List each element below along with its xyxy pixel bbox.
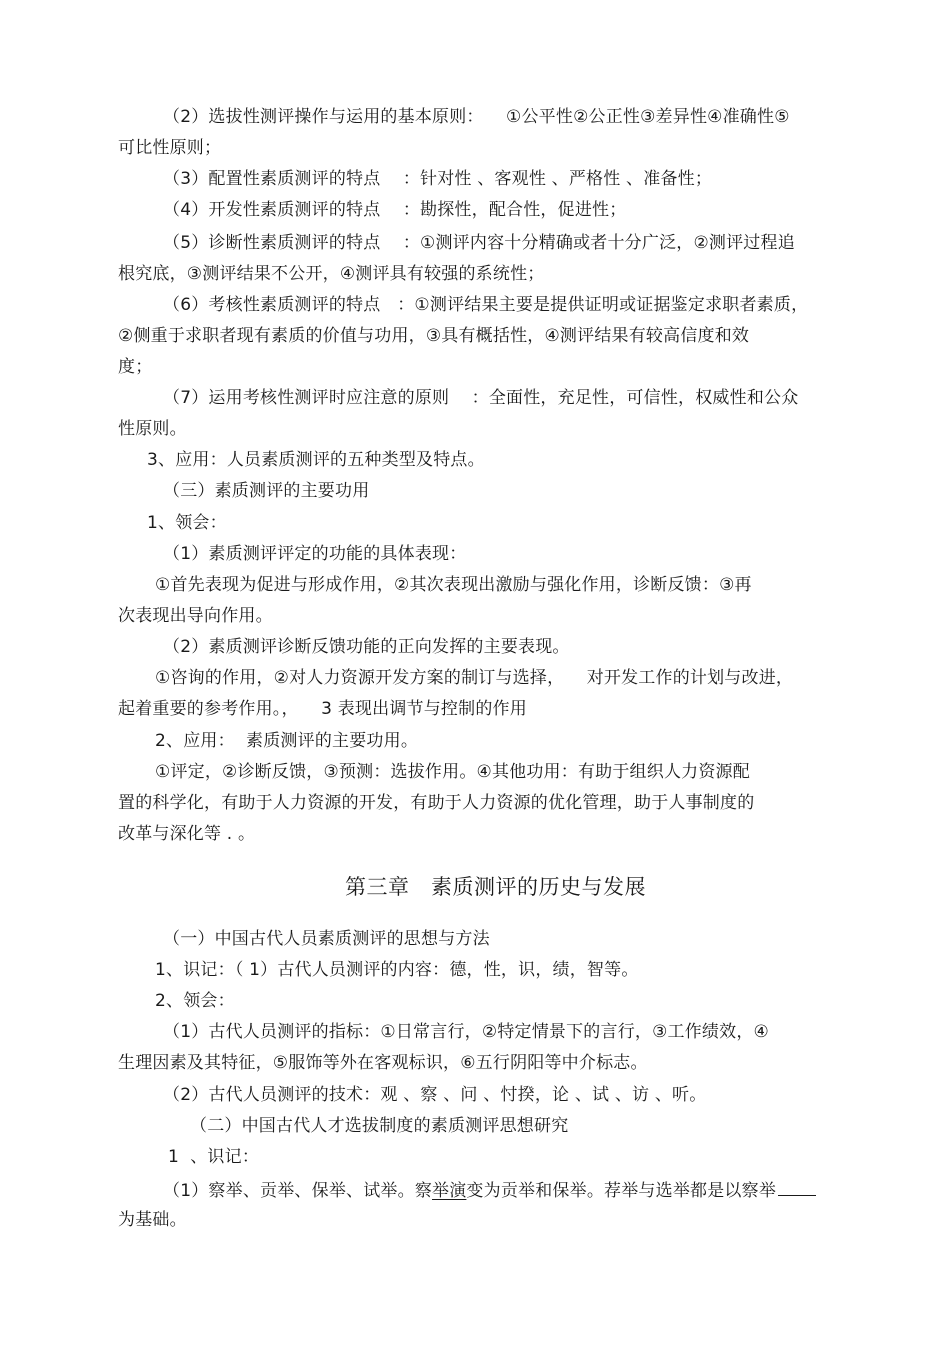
section-heading: （二）中国古代人才选拔制度的素质测评思想研究	[190, 1116, 569, 1136]
text-line: ①评定，②诊断反馈，③预测：选拔作用。④其他功用：有助于组织人力资源配	[155, 762, 750, 782]
text-line: 次表现出导向作用。	[118, 606, 273, 626]
text-line: （6）考核性素质测评的特点 ：①测评结果主要是提供证明或证据鉴定求职者素质，	[163, 295, 809, 315]
text-line: 根究底，③测评结果不公开，④测评具有较强的系统性；	[118, 264, 545, 284]
text-line: 性原则。	[118, 419, 187, 439]
text-line: （4）开发性素质测评的特点 ：勘探性，配合性，促进性；	[163, 200, 627, 220]
fill-in-blank	[778, 1178, 816, 1196]
text-line: 1 、识记：	[168, 1147, 260, 1167]
text-line	[163, 1178, 816, 1202]
text-line: （7）运用考核性测评时应注意的原则 ：全面性，充足性，可信性，权威性和公众	[163, 388, 799, 408]
text-line: （2）古代人员测评的技术：观 、察 、问 、忖揆，论 、试 、访 、听。	[163, 1085, 707, 1105]
text-line: 置的科学化，有助于人力资源的开发，有助于人力资源的优化管理，助于人事制度的	[118, 793, 755, 813]
text-line: （2）素质测评诊断反馈功能的正向发挥的主要表现。	[163, 637, 570, 657]
text-line: 起着重要的参考作用。， 3 表现出调节与控制的作用	[118, 699, 527, 719]
text-segment: （1）察举、贡举、保举、试举。察	[163, 1181, 433, 1201]
text-line: 可比性原则；	[118, 138, 222, 158]
text-line: 3、应用：人员素质测评的五种类型及特点。	[147, 450, 485, 470]
text-segment: 变为贡举和保举。荐举与选举都是以察举	[466, 1181, 777, 1201]
text-line: 2、应用： 素质测评的主要功用。	[155, 731, 419, 751]
section-heading: （一）中国古代人员素质测评的思想与方法	[163, 929, 490, 949]
text-line: 为基础。	[118, 1210, 187, 1230]
text-line: 1、领会：	[147, 513, 227, 533]
text-line: 1、识记：（ 1）古代人员测评的内容：德，性，识，绩，智等。	[155, 960, 639, 980]
underlined-text: 举演	[432, 1181, 467, 1201]
text-line: 改革与深化等 . 。	[118, 824, 256, 844]
section-heading: （三）素质测评的主要功用	[163, 481, 370, 501]
text-line: 度；	[118, 357, 153, 377]
text-line: 2、领会：	[155, 991, 235, 1011]
text-line: （2）选拔性测评操作与运用的基本原则： ①公平性②公正性③差异性④准确性⑤	[163, 107, 790, 127]
text-line: 生理因素及其特征，⑤服饰等外在客观标识，⑥五行阴阳等中介标志。	[118, 1053, 648, 1073]
text-line: ②侧重于求职者现有素质的价值与功用，③具有概括性，④测评结果有较高信度和效	[118, 326, 750, 346]
text-line: ①首先表现为促进与形成作用，②其次表现出激励与强化作用，诊断反馈：③再	[155, 575, 752, 595]
text-line: （5）诊断性素质测评的特点 ：①测评内容十分精确或者十分广泛，②测评过程追	[163, 233, 795, 253]
chapter-title: 第三章 素质测评的历史与发展	[345, 875, 647, 899]
text-line: ①咨询的作用，②对人力资源开发方案的制订与选择， 对开发工作的计划与改进，	[155, 668, 794, 688]
text-line: （1）素质测评评定的功能的具体表现：	[163, 544, 467, 564]
text-line: （1）古代人员测评的指标：①日常言行，②特定情景下的言行，③工作绩效，④	[163, 1022, 769, 1042]
text-line: （3）配置性素质测评的特点 ：针对性 、客观性 、严格性 、准备性；	[163, 169, 713, 189]
